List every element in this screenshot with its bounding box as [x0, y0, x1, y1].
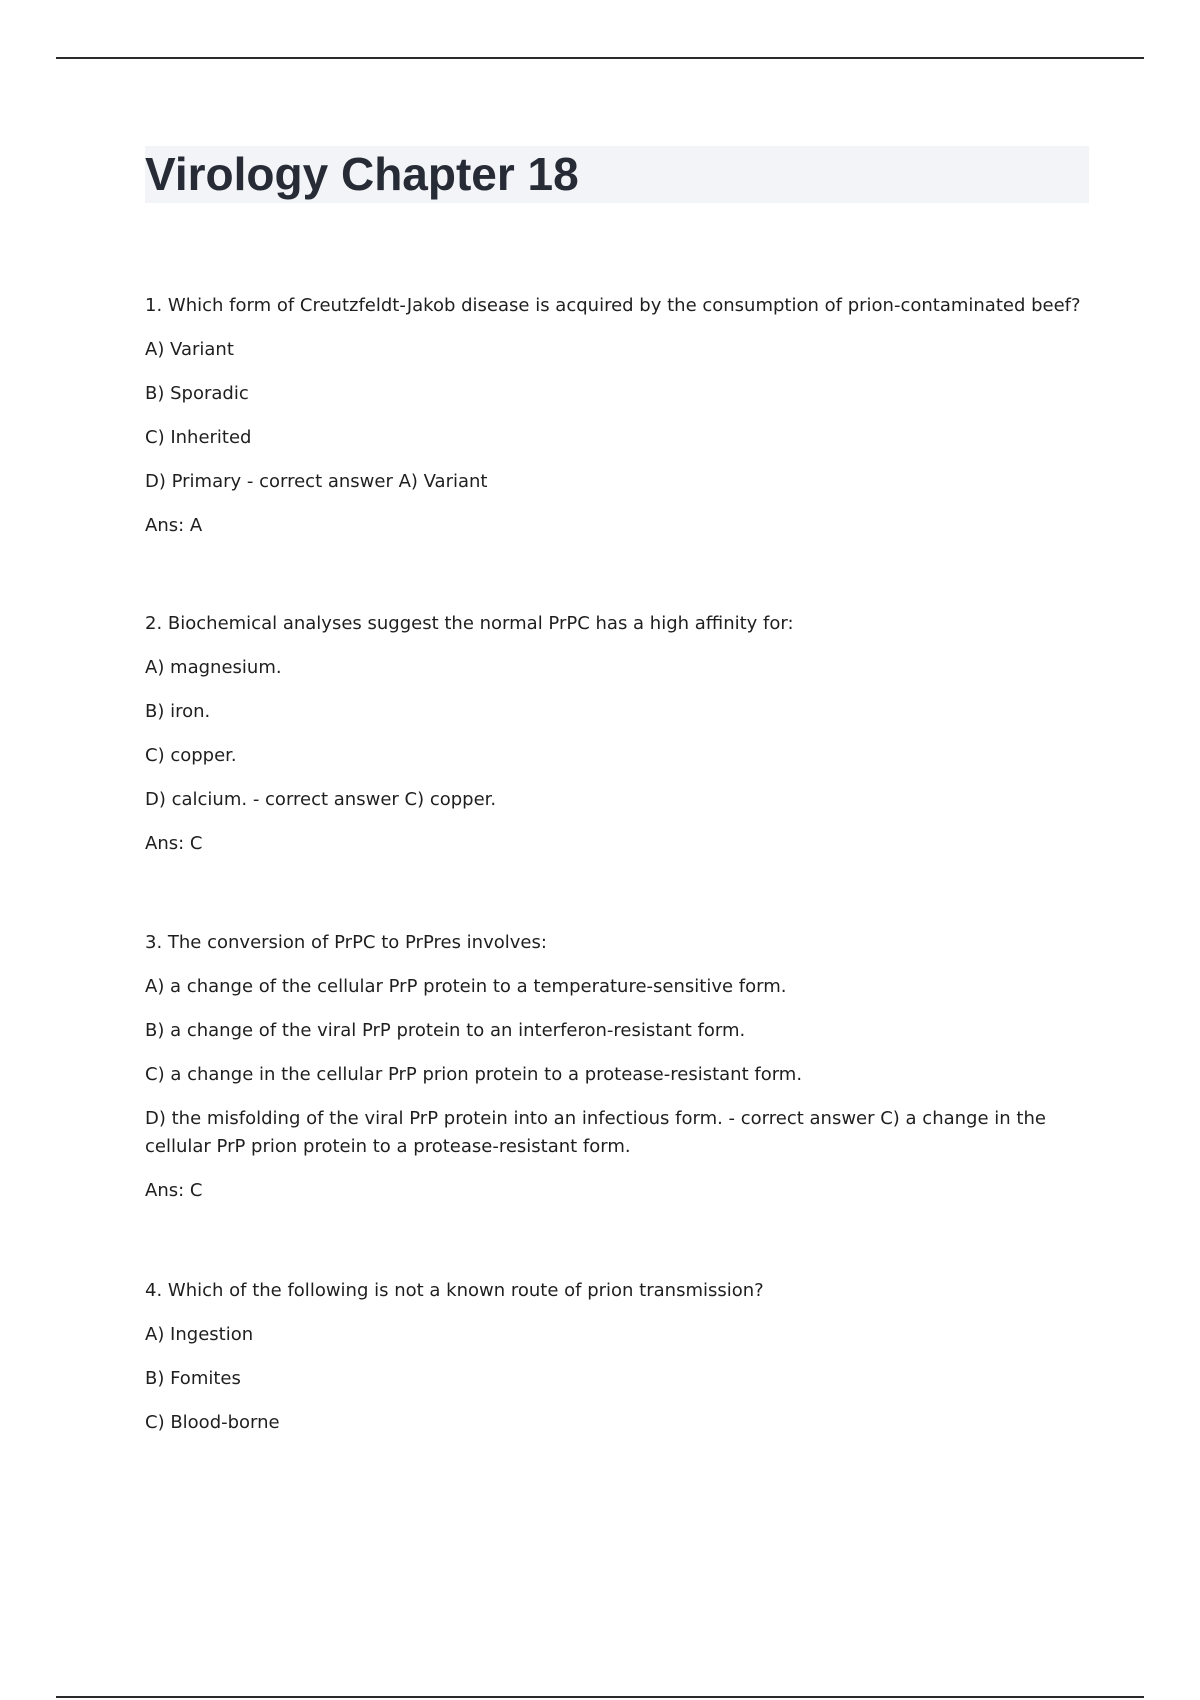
answer-option: A) Variant: [145, 339, 234, 360]
answer-option: B) Fomites: [145, 1368, 241, 1389]
footer-rule: [56, 1696, 1144, 1698]
question-prompt: 3. The conversion of PrPC to PrPres involves:: [145, 932, 547, 953]
answer-option: C) Inherited: [145, 427, 252, 448]
question-4: [145, 1277, 1085, 1453]
answer-option: C) Blood-borne: [145, 1412, 280, 1433]
answer-option: B) iron.: [145, 701, 211, 722]
answer-option: A) a change of the cellular PrP protein to a temperature-sensitive form.: [145, 976, 787, 997]
page-title: Virology Chapter 18: [145, 148, 579, 200]
answer-option: A) magnesium.: [145, 657, 282, 678]
answer-option: B) a change of the viral PrP protein to an interferon-resistant form.: [145, 1020, 746, 1041]
answer-key: Ans: A: [145, 515, 203, 536]
question-prompt: 2. Biochemical analyses suggest the normal PrPC has a high affinity for:: [145, 613, 794, 634]
answer-option: D) calcium. - correct answer C) copper.: [145, 789, 497, 810]
answer-option: C) a change in the cellular PrP prion protein to a protease-resistant form.: [145, 1064, 803, 1085]
question-prompt: 4. Which of the following is not a known route of prion transmission?: [145, 1280, 764, 1301]
answer-option: D) Primary - correct answer A) Variant: [145, 471, 488, 492]
answer-key: Ans: C: [145, 833, 203, 854]
answer-option: D) the misfolding of the viral PrP protein into an infectious form. - correct answer C) a change in the cellular PrP prion protein to a protease-resistant form.: [145, 1108, 1046, 1157]
answer-option: B) Sporadic: [145, 383, 249, 404]
question-1: [145, 292, 1085, 556]
question-prompt: 1. Which form of Creutzfeldt-Jakob disease is acquired by the consumption of prion-contaminated beef?: [145, 295, 1081, 316]
answer-option: A) Ingestion: [145, 1324, 254, 1345]
answer-option: C) copper.: [145, 745, 237, 766]
question-3: [145, 929, 1085, 1221]
question-2: [145, 610, 1085, 874]
header-rule: [56, 57, 1144, 59]
answer-key: Ans: C: [145, 1180, 203, 1201]
